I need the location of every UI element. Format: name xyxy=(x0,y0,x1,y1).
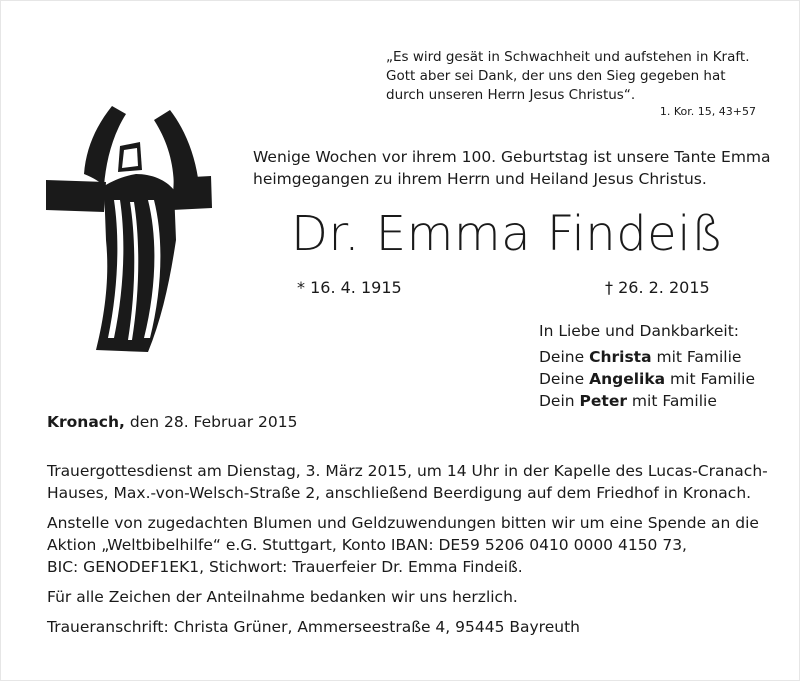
mourner-row: Deine Angelika mit Familie xyxy=(539,370,756,388)
bible-quote xyxy=(386,48,766,105)
thanks-paragraph xyxy=(47,586,762,608)
thanks-line: Für alle Zeichen der Anteilnahme bedanken wir uns herzlich. xyxy=(47,588,518,606)
mourner-row: Dein Peter mit Familie xyxy=(539,392,717,410)
birth-date: * 16. 4. 1915 xyxy=(297,278,402,297)
mourners-lead: In Liebe und Dankbarkeit: xyxy=(539,322,740,340)
donation-paragraph xyxy=(47,512,762,578)
intro-line: Wenige Wochen vor ihrem 100. Geburtstag ist unsere Tante Emma xyxy=(253,148,771,166)
quote-line: Gott aber sei Dank, der uns den Sieg gegeben hat xyxy=(386,68,726,84)
intro-line: heimgegangen zu ihrem Herrn und Heiland Jesus Christus. xyxy=(253,170,707,188)
place-date: den 28. Februar 2015 xyxy=(124,413,298,431)
donation-line: Anstelle von zugedachten Blumen und Geldzuwendungen bitten wir um eine Spende an die xyxy=(47,514,759,532)
address-paragraph xyxy=(47,616,762,638)
place-city: Kronach, xyxy=(47,413,125,431)
address-line: Traueranschrift: Christa Grüner, Ammerseestraße 4, 95445 Bayreuth xyxy=(47,618,580,636)
mourner-name: Christa xyxy=(589,348,652,366)
cross-with-risen-christ-icon xyxy=(44,90,224,352)
service-line: Hauses, Max.-von-Welsch-Straße 2, anschließend Beerdigung auf dem Friedhof in Kronach. xyxy=(47,484,752,502)
mourner-row: Deine Christa mit Familie xyxy=(539,348,742,366)
deceased-name: Dr. Emma Findeiß xyxy=(291,206,724,262)
service-paragraph xyxy=(47,460,768,504)
place-and-date xyxy=(47,413,297,431)
service-line: Trauergottesdienst am Dienstag, 3. März 2015, um 14 Uhr in der Kapelle des Lucas-Cranach- xyxy=(47,462,768,480)
quote-reference: 1. Kor. 15, 43+57 xyxy=(659,105,756,118)
quote-line: durch unseren Herrn Jesus Christus“. xyxy=(386,87,636,103)
donation-line: BIC: GENODEF1EK1, Stichwort: Trauerfeier Dr. Emma Findeiß. xyxy=(47,558,523,576)
mourner-name: Angelika xyxy=(589,370,666,388)
mourners-block xyxy=(539,320,755,412)
donation-line: Aktion „Weltbibelhilfe“ e.G. Stuttgart, Konto IBAN: DE59 5206 0410 0000 4150 73, xyxy=(47,536,687,554)
quote-line: „Es wird gesät in Schwachheit und aufstehen in Kraft. xyxy=(386,49,750,65)
mourner-name: Peter xyxy=(579,392,627,410)
death-date: † 26. 2. 2015 xyxy=(605,278,710,297)
intro-text xyxy=(253,146,771,190)
notice-details xyxy=(47,460,768,646)
